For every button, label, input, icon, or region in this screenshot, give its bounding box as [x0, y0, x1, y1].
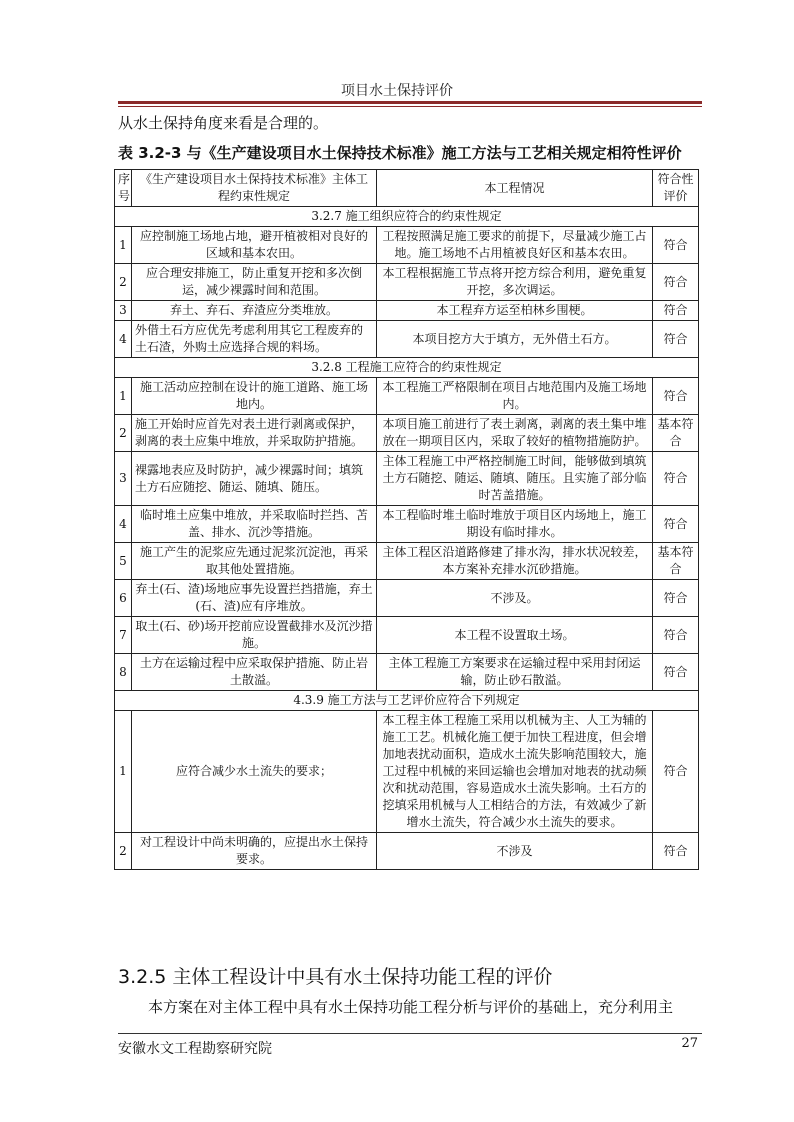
- row-conformity: 符合: [653, 654, 699, 691]
- row-conformity: 基本符合: [653, 415, 699, 452]
- row-conformity: 符合: [653, 617, 699, 654]
- row-standard: 施工活动应控制在设计的施工道路、施工场地内。: [132, 378, 377, 415]
- row-no: 2: [115, 264, 132, 301]
- footer-organization: 安徽水文工程勘察研究院: [118, 1041, 272, 1057]
- row-standard: 外借土石方应优先考虑利用其它工程废弃的土石渣，外购土应选择合规的料场。: [132, 321, 377, 358]
- section-title: 3.2.7 施工组织应符合的约束性规定: [115, 207, 699, 227]
- table-row: [115, 506, 699, 543]
- table-row: [115, 415, 699, 452]
- row-situation: 本项目挖方大于填方，无外借土石方。: [377, 321, 653, 358]
- row-conformity: 符合: [653, 711, 699, 833]
- row-conformity: 符合: [653, 227, 699, 264]
- row-standard: 应合理安排施工，防止重复开挖和多次倒运，减少裸露时间和范围。: [132, 264, 377, 301]
- row-situation: 主体工程施工方案要求在运输过程中采用封闭运输，防止砂石散溢。: [377, 654, 653, 691]
- row-situation: 主体工程区沿道路修建了排水沟，排水状况较差，本方案补充排水沉砂措施。: [377, 543, 653, 580]
- row-standard: 施工产生的泥浆应先通过泥浆沉淀池，再采取其他处置措施。: [132, 543, 377, 580]
- row-conformity: 符合: [653, 301, 699, 321]
- row-standard: 土方在运输过程中应采取保护措施、防止岩土散溢。: [132, 654, 377, 691]
- row-standard: 裸露地表应及时防护，减少裸露时间；填筑土方石应随挖、随运、随填、随压。: [132, 452, 377, 506]
- section-row: [115, 207, 699, 227]
- row-situation: 主体工程施工中严格控制施工时间，能够做到填筑土方石随挖、随运、随填、随压。且实施了部分临时苫盖措施。: [377, 452, 653, 506]
- row-standard: 弃土、弃石、弃渣应分类堆放。: [132, 301, 377, 321]
- table-row: [115, 378, 699, 415]
- row-no: 3: [115, 452, 132, 506]
- row-no: 2: [115, 833, 132, 870]
- row-situation: 不涉及。: [377, 580, 653, 617]
- page-number: 27: [681, 1036, 698, 1051]
- table-row: [115, 580, 699, 617]
- row-no: 4: [115, 321, 132, 358]
- body-paragraph: 本方案在对主体工程中具有水土保持功能工程分析与评价的基础上，充分利用主: [148, 998, 674, 1016]
- row-no: 1: [115, 378, 132, 415]
- row-conformity: 符合: [653, 378, 699, 415]
- table-row: [115, 654, 699, 691]
- table-row: [115, 264, 699, 301]
- header-conformity: 符合性评价: [653, 170, 699, 207]
- table-row: [115, 227, 699, 264]
- row-standard: 取土(石、砂)场开挖前应设置截排水及沉沙措施。: [132, 617, 377, 654]
- header-no: 序号: [115, 170, 132, 207]
- table-row: [115, 452, 699, 506]
- row-situation: 本工程施工严格限制在项目占地范围内及施工场地内。: [377, 378, 653, 415]
- table-header-row: [115, 170, 699, 207]
- row-no: 3: [115, 301, 132, 321]
- row-situation: 本工程根据施工节点将开挖方综合利用，避免重复开挖，多次调运。: [377, 264, 653, 301]
- row-conformity: 符合: [653, 452, 699, 506]
- table-row: [115, 543, 699, 580]
- row-no: 2: [115, 415, 132, 452]
- section-row: [115, 691, 699, 711]
- table-row: [115, 833, 699, 870]
- table-row: [115, 617, 699, 654]
- row-no: 6: [115, 580, 132, 617]
- row-no: 8: [115, 654, 132, 691]
- header-rule: [118, 101, 702, 107]
- row-conformity: 符合: [653, 506, 699, 543]
- row-conformity: 基本符合: [653, 543, 699, 580]
- row-situation: 不涉及: [377, 833, 653, 870]
- table-row: [115, 711, 699, 833]
- row-standard: 临时堆土应集中堆放，并采取临时拦挡、苫盖、排水、沉沙等措施。: [132, 506, 377, 543]
- header-standard: 《生产建设项目水土保持技术标准》主体工程约束性规定: [132, 170, 377, 207]
- row-conformity: 符合: [653, 833, 699, 870]
- page-header-title: 项目水土保持评价: [341, 83, 453, 99]
- row-situation: 本工程不设置取土场。: [377, 617, 653, 654]
- row-situation: 本工程弃方运至柏林乡围梗。: [377, 301, 653, 321]
- intro-text: 从水土保持角度来看是合理的。: [118, 114, 329, 132]
- table-caption: 表 3.2-3 与《生产建设项目水土保持技术标准》施工方法与工艺相关规定相符性评价: [118, 144, 682, 162]
- section-heading: 3.2.5 主体工程设计中具有水土保持功能工程的评价: [118, 966, 553, 988]
- row-standard: 对工程设计中尚未明确的，应提出水土保持要求。: [132, 833, 377, 870]
- section-row: [115, 358, 699, 378]
- row-no: 1: [115, 711, 132, 833]
- row-conformity: 符合: [653, 321, 699, 358]
- table-row: [115, 301, 699, 321]
- row-situation: 本工程主体工程施工采用以机械为主、人工为辅的施工工艺。机械化施工便于加快工程进度，但会增加地表扰动面积，造成水土流失影响范围较大，施工过程中机械的来回运输也会增加对地表的扰动频次和扰动范围，容易造成水土流失影响。土石方的挖填采用机械与人工相结合的方法，有效减少了新增水土流失，符合减少水土流失的要求。: [377, 711, 653, 833]
- row-no: 4: [115, 506, 132, 543]
- row-conformity: 符合: [653, 580, 699, 617]
- conformity-table: [114, 169, 699, 870]
- row-situation: 本项目施工前进行了表土剥离，剥离的表土集中堆放在一期项目区内，采取了较好的植物措施防护。: [377, 415, 653, 452]
- row-situation: 工程按照满足施工要求的前提下，尽量减少施工占地。施工场地不占用植被良好区和基本农田。: [377, 227, 653, 264]
- section-title: 3.2.8 工程施工应符合的约束性规定: [115, 358, 699, 378]
- footer-rule: [118, 1033, 702, 1034]
- header-situation: 本工程情况: [377, 170, 653, 207]
- table-row: [115, 321, 699, 358]
- row-standard: 施工开始时应首先对表土进行剥离或保护，剥离的表土应集中堆放，并采取防护措施。: [132, 415, 377, 452]
- row-standard: 应符合减少水土流失的要求；: [132, 711, 377, 833]
- row-situation: 本工程临时堆土临时堆放于项目区内场地上，施工期设有临时排水。: [377, 506, 653, 543]
- row-no: 5: [115, 543, 132, 580]
- row-standard: 应控制施工场地占地，避开植被相对良好的区域和基本农田。: [132, 227, 377, 264]
- row-conformity: 符合: [653, 264, 699, 301]
- row-no: 1: [115, 227, 132, 264]
- section-title: 4.3.9 施工方法与工艺评价应符合下列规定: [115, 691, 699, 711]
- row-no: 7: [115, 617, 132, 654]
- row-standard: 弃土(石、渣)场地应事先设置拦挡措施，弃土(石、渣)应有序堆放。: [132, 580, 377, 617]
